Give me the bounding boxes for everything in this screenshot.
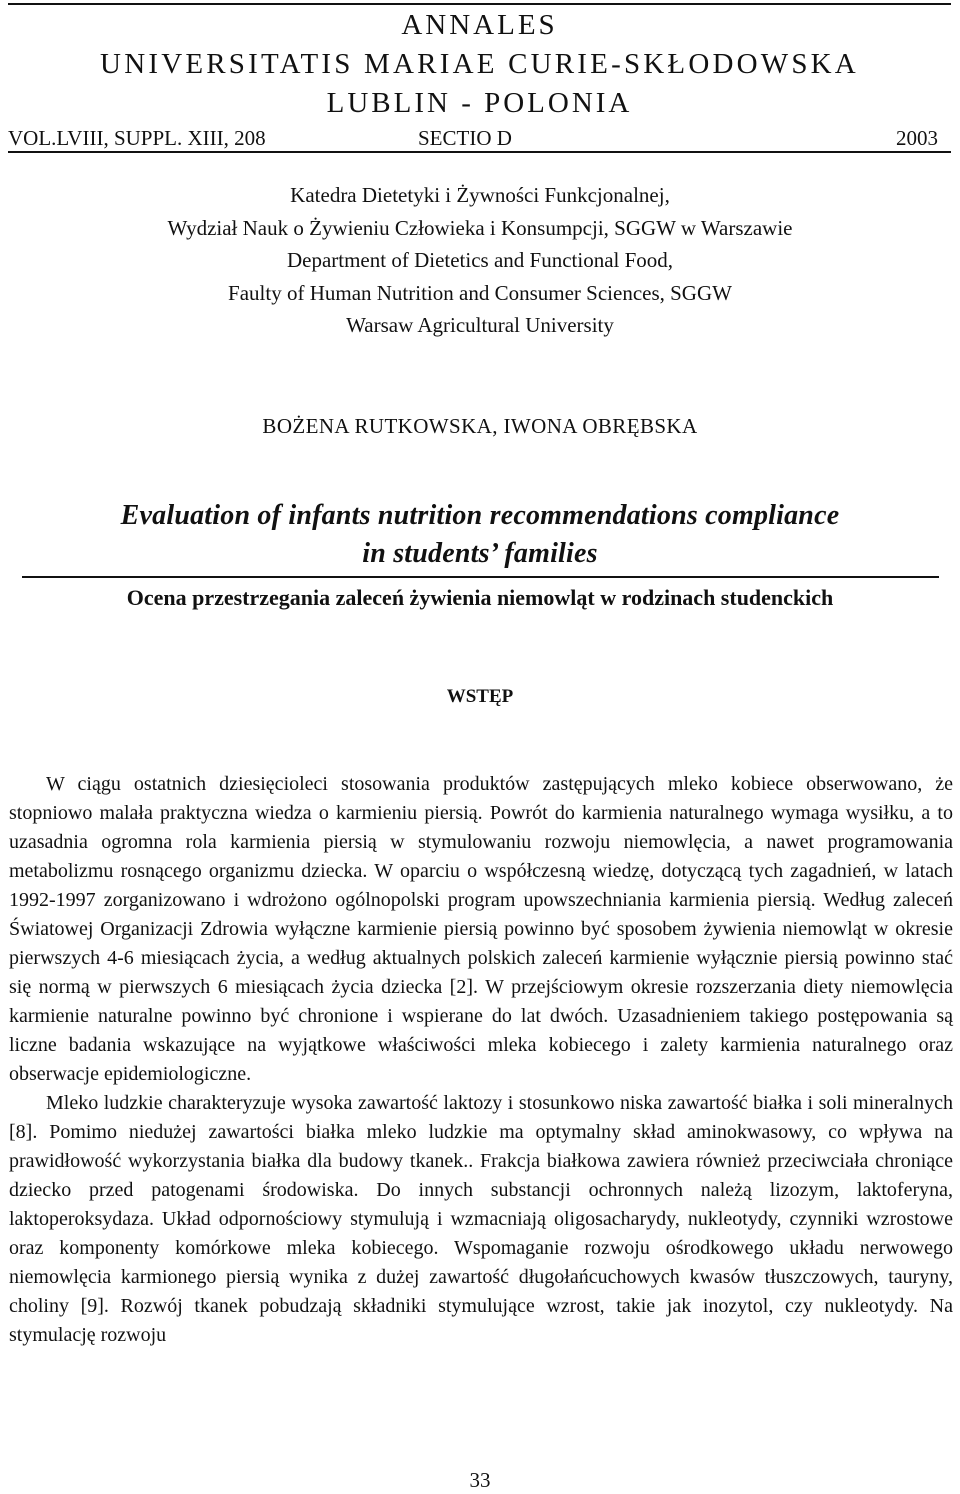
- affiliation-line: Department of Dietetics and Functional Food,: [286, 248, 674, 272]
- journal-city: LUBLIN - POLONIA: [326, 87, 633, 119]
- article-title-polish: Ocena przestrzegania zaleceń żywienia niemowląt w rodzinach studenckich: [126, 585, 834, 610]
- affiliation-line: Warsaw Agricultural University: [346, 313, 614, 337]
- title-rule: [22, 576, 939, 578]
- volume-info: VOL.LVIII, SUPPL. XIII, 208: [8, 126, 266, 150]
- affiliation-line: Faulty of Human Nutrition and Consumer Sciences, SGGW: [228, 280, 732, 305]
- authors: BOŻENA RUTKOWSKA, IWONA OBRĘBSKA: [262, 414, 698, 438]
- top-rule: [8, 3, 951, 5]
- journal-name: ANNALES: [401, 9, 558, 41]
- title-line: Evaluation of infants nutrition recommendations compliance: [120, 500, 840, 531]
- section-heading: WSTĘP: [446, 686, 514, 707]
- title-line: in students’ families: [362, 538, 598, 569]
- publication-year: 2003: [896, 126, 938, 150]
- affiliation-block: [0, 179, 960, 342]
- affiliation-line: Katedra Dietetyki i Żywności Funkcjonalnej,: [290, 183, 670, 207]
- paragraph: W ciągu ostatnich dziesięcioleci stosowania produktów zastępujących mleko kobiece obserwowano, że stopniowo malała praktyczna wiedza o karmieniu piersią. Powrót do karmienia naturalnego wymaga wysiłku, a to uzasadnia ogromna rola karmienia piersią w stymulowaniu rozwoju niemowlęcia, a nawet programowania metabolizmu rosnącego organizmu dziecka. W oparciu o współczesną wiedzę, dotyczącą tych zagadnień, w latach 1992-1997 zorganizowano i wdrożono ogólnopolski program upowszechniania karmienia piersią. Według zaleceń Światowej Organizacji Zdrowia wyłączne karmienie piersią powinno być sposobem żywienia niemowląt w okresie pierwszych 4-6 miesiącach życia, a według aktualnych polskich zaleceń karmienie wyłącznie piersią powinno stać się normą w pierwszych 6 miesiącach życia dziecka [2]. W przejściowym okresie rozszerzania diety niemowlęcia karmienie naturalne powinno być chronione i wspierane do lat dwóch. Uzasadnieniem takiego postępowania są liczne badania wskazujące na wyjątkowe właściwości mleka kobiecego i zalety karmienia naturalnego oraz obserwacje epidemiologiczne.: [9, 773, 953, 1085]
- article-title-english: [0, 497, 960, 573]
- body-text: [9, 770, 953, 1350]
- university-name: UNIVERSITATIS MARIAE CURIE-SKŁODOWSKA: [100, 48, 859, 80]
- sectio-label: SECTIO D: [418, 126, 512, 150]
- header-rule: [8, 151, 951, 153]
- paragraph: Mleko ludzkie charakteryzuje wysoka zawartość laktozy i stosunkowo niska zawartość białka i soli mineralnych [8]. Pomimo niedużej zawartości białka mleko ludzkie ma optymalny skład aminokwasowy, co wpływa na prawidłowość wykorzystania białka dla budowy tkanek.. Frakcja białkowa zawiera również przeciwciała chroniące dziecko przed patogenami środowiska. Do innych substancji ochronnych należą lizozym, laktoferyna, laktoperoksydaza. Układ odpornościowy stymulują i wzmacniają oligosacharydy, nukleotydy, czynniki wzrostowe oraz komponenty komórkowe mleka kobiecego. Wspomaganie rozwoju ośrodkowego układu nerwowego niemowlęcia karmionego piersią wynika z dużej zawartość długołańcuchowych kwasów tłuszczowych, tauryny, choliny [9]. Rozwój tkanek pobudzają składniki stymulujące wzrost, takie jak inozytol, czy nukleotydy. Na stymulację rozwoju: [9, 1092, 953, 1346]
- page-number: 33: [469, 1468, 491, 1492]
- affiliation-line: Wydział Nauk o Żywieniu Człowieka i Konsumpcji, SGGW w Warszawie: [167, 215, 793, 240]
